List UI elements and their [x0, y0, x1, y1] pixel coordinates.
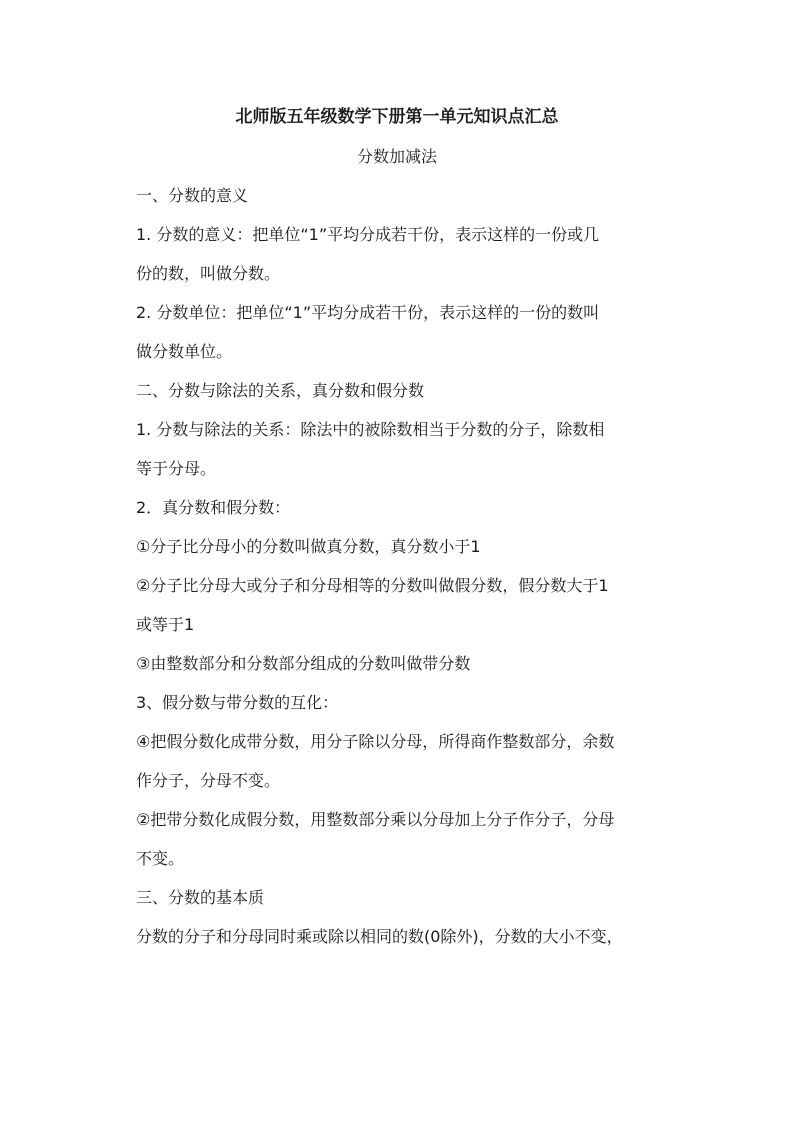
section-heading-2: 二、分数与除法的关系，真分数和假分数: [136, 381, 425, 400]
document-subtitle: 分数加减法: [356, 147, 437, 166]
text-line: 作分子，分母不变。: [136, 771, 281, 790]
section-heading-1: 一、分数的意义: [136, 186, 249, 205]
text-line: 1. 分数与除法的关系：除法中的被除数相当于分数的分子，除数相: [136, 420, 605, 439]
text-line: 分数的分子和分母同时乘或除以相同的数(0除外)，分数的大小不变，: [136, 927, 623, 946]
text-line: 不变。: [136, 849, 185, 868]
section-heading-4: 三、分数的基本质: [136, 888, 265, 907]
text-line: ②分子比分母大或分子和分母相等的分数叫做假分数，假分数大于1: [136, 576, 609, 595]
text-line: ②把带分数化成假分数，用整数部分乘以分母加上分子作分子，分母: [136, 810, 615, 829]
text-line: 1. 分数的意义：把单位“1”平均分成若干份，表示这样的一份或几: [136, 225, 600, 244]
document-title: 北师版五年级数学下册第一单元知识点汇总: [235, 107, 559, 127]
text-line: 2. 分数单位：把单位“1”平均分成若干份，表示这样的一份的数叫: [136, 303, 600, 322]
text-line: ④把假分数化成带分数，用分子除以分母，所得商作整数部分，余数: [136, 732, 615, 751]
text-line: 等于分母。: [136, 459, 217, 478]
section-heading-3: 3、假分数与带分数的互化：: [136, 693, 339, 712]
text-line: 2．真分数和假分数：: [136, 498, 291, 517]
text-line: ①分子比分母小的分数叫做真分数，真分数小于1: [136, 537, 481, 556]
text-line: ③由整数部分和分数部分组成的分数叫做带分数: [136, 654, 471, 673]
text-line: 做分数单位。: [136, 342, 233, 361]
text-line: 或等于1: [136, 615, 195, 634]
text-line: 份的数，叫做分数。: [136, 264, 281, 283]
